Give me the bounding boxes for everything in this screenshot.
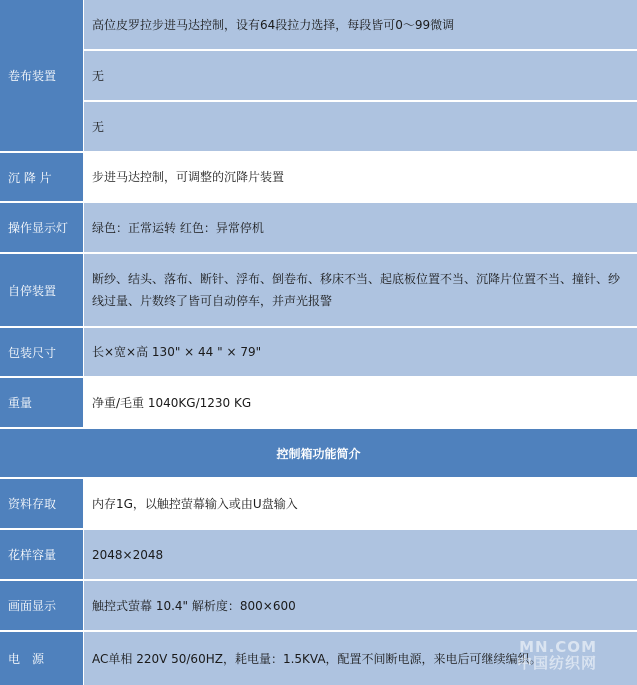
row-label: 画面显示 — [0, 581, 83, 630]
table-row — [0, 254, 637, 326]
row-value: 长×宽×高 130" × 44 " × 79" — [84, 328, 637, 376]
table-row — [0, 530, 637, 579]
row-label: 资料存取 — [0, 479, 83, 528]
watermark-line1: MN.COM — [519, 638, 597, 656]
table-row — [0, 378, 637, 427]
table-row — [0, 328, 637, 376]
section-title: 控制箱功能简介 — [0, 429, 637, 477]
table-row — [0, 479, 637, 528]
row-label: 重量 — [0, 378, 83, 427]
row-value: 2048×2048 — [84, 530, 637, 579]
row-value: 净重/毛重 1040KG/1230 KG — [84, 378, 637, 427]
row-value: 内存1G，以触控萤幕输入或由U盘输入 — [84, 479, 637, 528]
watermark — [517, 639, 597, 671]
row-value: 高位皮罗拉步进马达控制，设有64段拉力选择，每段皆可0～99微调 — [84, 0, 637, 49]
row-value: 无 — [84, 102, 637, 151]
table-row — [0, 0, 637, 49]
table-row — [0, 51, 637, 100]
row-value: AC单相 220V 50/60HZ，耗电量：1.5KVA，配置不间断电源，来电后可继续编织。 — [84, 632, 637, 685]
table-row — [0, 102, 637, 151]
row-label: 花样容量 — [0, 530, 83, 579]
row-label: 自停装置 — [0, 254, 83, 326]
row-value: 无 — [84, 51, 637, 100]
row-value: 步进马达控制，可调整的沉降片装置 — [84, 153, 637, 201]
row-value: 绿色：正常运转 红色：异常停机 — [84, 203, 637, 252]
row-value: 断纱、结头、落布、断针、浮布、倒卷布、移床不当、起底板位置不当、沉降片位置不当、撞针、纱线过量、片数终了皆可自动停车，并声光报警 — [84, 254, 637, 326]
table-row — [0, 153, 637, 201]
watermark-line2: 中国纺织网 — [516, 654, 597, 672]
table-row — [0, 581, 637, 630]
row-label: 沉 降 片 — [0, 153, 83, 201]
row-label: 包装尺寸 — [0, 328, 83, 376]
row-label: 操作显示灯 — [0, 203, 83, 252]
table-row — [0, 203, 637, 252]
row-label-winding: 卷布装置 — [0, 0, 83, 151]
row-label: 电 源 — [0, 632, 83, 685]
row-value: 触控式萤幕 10.4" 解析度：800×600 — [84, 581, 637, 630]
